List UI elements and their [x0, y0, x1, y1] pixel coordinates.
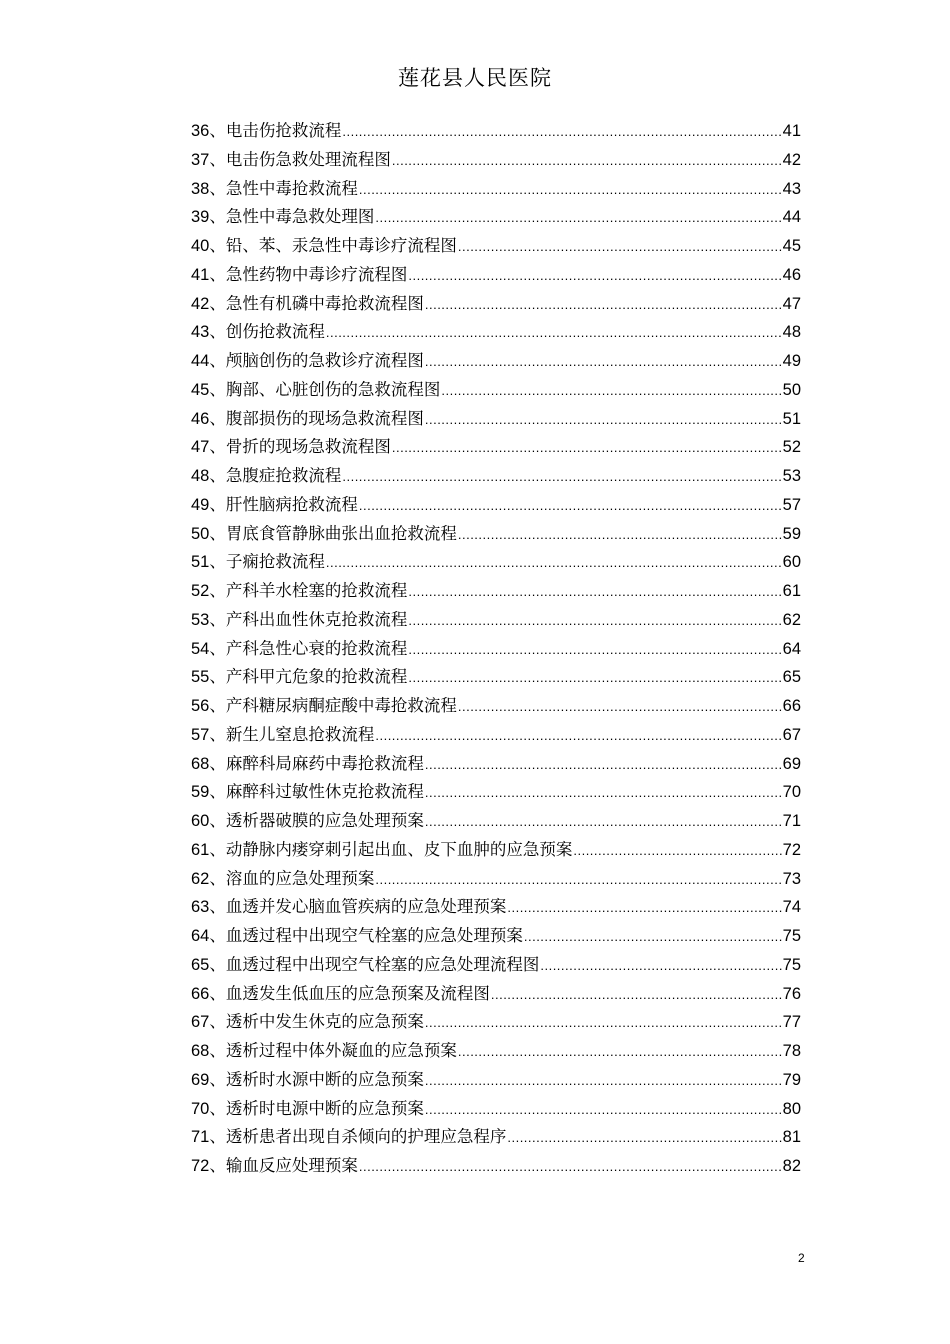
toc-entry-title: 急性有机磷中毒抢救流程图 [225, 293, 424, 313]
toc-entry[interactable] [191, 462, 801, 491]
toc-entry-title: 血透并发心脑血管疾病的应急处理预案 [225, 897, 507, 917]
toc-entry[interactable] [191, 261, 801, 290]
toc-entry-page: 79 [782, 1070, 801, 1089]
toc-entry[interactable] [191, 721, 801, 750]
toc-entry-page: 72 [782, 840, 801, 859]
toc-entry[interactable] [191, 405, 801, 434]
toc-dot-leader [408, 636, 781, 665]
toc-dot-leader [573, 837, 781, 866]
toc-entry-number: 55、 [191, 668, 226, 687]
toc-entry-number: 59、 [191, 783, 226, 802]
toc-entry-title: 透析器破膜的应急处理预案 [225, 811, 424, 830]
toc-entry-number: 72、 [191, 1157, 226, 1175]
toc-entry[interactable] [191, 318, 801, 347]
toc-entry-page: 70 [782, 783, 801, 802]
toc-dot-leader [392, 147, 782, 176]
toc-entry-number: 63、 [191, 898, 226, 917]
toc-entry-number: 48、 [191, 467, 226, 485]
toc-dot-leader [425, 779, 782, 808]
toc-dot-leader [458, 1038, 782, 1067]
toc-entry-page: 52 [782, 438, 801, 457]
toc-entry-title: 颅脑创伤的急救诊疗流程图 [225, 351, 424, 370]
toc-dot-leader [392, 434, 782, 463]
toc-dot-leader [326, 549, 782, 578]
toc-entry-title: 动静脉内瘘穿刺引起出血、皮下血肿的应急预案 [225, 839, 573, 859]
toc-entry[interactable] [191, 232, 801, 261]
toc-entry-number: 44、 [191, 352, 226, 370]
toc-entry-number: 52、 [191, 582, 226, 600]
toc-entry[interactable] [191, 1123, 801, 1152]
toc-entry-title: 胃底食管静脉曲张出血抢救流程 [225, 523, 457, 543]
toc-dot-leader [425, 1067, 782, 1096]
toc-entry-title: 胸部、心脏创伤的急救流程图 [225, 379, 441, 399]
toc-entry-title: 电击伤抢救流程 [225, 121, 342, 140]
page-number: 2 [798, 1251, 805, 1265]
toc-entry[interactable] [191, 1037, 801, 1066]
toc-entry-number: 47、 [191, 438, 226, 457]
toc-dot-leader [491, 981, 782, 1010]
toc-entry-title: 麻醉科过敏性休克抢救流程 [225, 782, 424, 802]
toc-dot-leader [425, 406, 782, 435]
toc-dot-leader [375, 722, 781, 751]
toc-dot-leader [507, 1124, 781, 1153]
toc-entry-page: 46 [782, 265, 801, 284]
toc-entry-number: 41、 [191, 265, 226, 284]
toc-entry-title: 急腹症抢救流程 [225, 466, 342, 485]
toc-entry-number: 71、 [191, 1128, 226, 1147]
toc-entry-number: 56、 [191, 697, 226, 715]
toc-dot-leader [408, 262, 781, 291]
toc-entry[interactable] [191, 203, 801, 232]
toc-entry-title: 血透过程中出现空气栓塞的应急处理预案 [225, 926, 523, 945]
toc-entry-page: 60 [782, 553, 801, 572]
toc-entry-page: 44 [782, 208, 801, 227]
toc-entry-number: 45、 [191, 380, 226, 399]
toc-entry-title: 子痫抢救流程 [225, 552, 325, 572]
toc-entry-page: 71 [782, 812, 801, 830]
toc-entry-title: 血透过程中出现空气栓塞的应急处理流程图 [225, 954, 540, 974]
toc-entry-title: 麻醉科局麻药中毒抢救流程 [225, 753, 424, 773]
toc-entry[interactable] [191, 807, 801, 836]
toc-entry[interactable] [191, 893, 801, 922]
toc-dot-leader [425, 808, 782, 837]
toc-entry-page: 65 [782, 668, 801, 687]
toc-entry-title: 产科甲亢危象的抢救流程 [225, 667, 408, 687]
toc-dot-leader [359, 176, 782, 205]
toc-entry[interactable] [191, 1066, 801, 1095]
toc-entry-page: 73 [782, 869, 801, 888]
toc-entry[interactable] [191, 1008, 801, 1037]
toc-entry-title: 产科羊水栓塞的抢救流程 [225, 581, 408, 600]
toc-entry-page: 76 [782, 984, 801, 1003]
toc-entry[interactable] [191, 836, 801, 865]
toc-entry-page: 82 [782, 1157, 801, 1175]
toc-entry[interactable] [191, 548, 801, 577]
toc-entry-title: 急性药物中毒诊疗流程图 [225, 264, 408, 284]
toc-entry-page: 51 [782, 409, 801, 428]
toc-dot-leader [524, 923, 782, 952]
toc-entry-number: 69、 [191, 1070, 226, 1089]
toc-entry[interactable] [191, 117, 801, 146]
toc-entry-page: 49 [782, 352, 801, 370]
toc-entry-page: 62 [782, 610, 801, 629]
toc-entry-page: 80 [782, 1099, 801, 1118]
toc-entry-page: 66 [782, 697, 801, 715]
toc-dot-leader [425, 348, 782, 377]
toc-entry-page: 69 [782, 754, 801, 773]
toc-dot-leader [458, 521, 782, 550]
toc-dot-leader [359, 492, 782, 521]
toc-entry-number: 51、 [191, 553, 226, 572]
toc-entry-page: 57 [782, 495, 801, 514]
toc-entry-page: 48 [782, 323, 801, 342]
toc-entry[interactable] [191, 577, 801, 606]
toc-entry-number: 60、 [191, 812, 226, 830]
toc-entry-number: 43、 [191, 323, 226, 342]
toc-entry-number: 64、 [191, 927, 226, 945]
toc-entry[interactable] [191, 520, 801, 549]
toc-entry-title: 输血反应处理预案 [225, 1156, 358, 1175]
toc-dot-leader [425, 751, 782, 780]
toc-dot-leader [408, 578, 781, 607]
toc-entry-title: 电击伤急救处理流程图 [225, 149, 391, 169]
toc-entry[interactable] [191, 433, 801, 462]
toc-entry[interactable] [191, 635, 801, 664]
toc-entry-page: 42 [782, 150, 801, 169]
toc-entry-title: 溶血的应急处理预案 [225, 868, 375, 888]
toc-entry-title: 产科出血性休克抢救流程 [225, 609, 408, 629]
toc-entry-number: 57、 [191, 725, 226, 744]
toc-dot-leader [408, 664, 781, 693]
toc-entry[interactable] [191, 692, 801, 721]
toc-entry-page: 50 [782, 380, 801, 399]
toc-dot-leader [425, 1096, 782, 1125]
toc-entry-page: 41 [782, 122, 801, 140]
toc-entry-title: 透析患者出现自杀倾向的护理应急程序 [225, 1127, 507, 1147]
toc-entry-page: 75 [782, 955, 801, 974]
toc-entry[interactable] [191, 980, 801, 1009]
toc-dot-leader [441, 377, 781, 406]
toc-entry-title: 腹部损伤的现场急救流程图 [225, 408, 424, 428]
toc-entry-title: 透析时电源中断的应急预案 [225, 1098, 424, 1118]
toc-entry[interactable] [191, 1095, 801, 1124]
toc-entry-page: 45 [782, 237, 801, 255]
toc-dot-leader [342, 118, 781, 147]
toc-entry-page: 74 [782, 898, 801, 917]
toc-dot-leader [458, 233, 782, 262]
toc-entry-number: 46、 [191, 409, 226, 428]
toc-entry[interactable] [191, 290, 801, 319]
toc-entry-page: 64 [782, 639, 801, 658]
toc-entry-title: 透析时水源中断的应急预案 [225, 1069, 424, 1089]
toc-entry-number: 42、 [191, 294, 226, 313]
toc-entry-title: 铅、苯、汞急性中毒诊疗流程图 [225, 236, 457, 255]
toc-entry-number: 61、 [191, 840, 226, 859]
toc-entry-number: 68、 [191, 1042, 226, 1060]
toc-entry-title: 产科急性心衰的抢救流程 [225, 638, 408, 658]
toc-entry[interactable] [191, 750, 801, 779]
page-header-title: 莲花县人民医院 [398, 66, 552, 90]
toc-entry-title: 新生儿窒息抢救流程 [225, 724, 375, 744]
toc-dot-leader [375, 866, 781, 895]
toc-entry-number: 70、 [191, 1099, 226, 1118]
toc-entry-number: 37、 [191, 150, 226, 169]
toc-entry-page: 75 [782, 927, 801, 945]
toc-dot-leader [458, 693, 782, 722]
toc-entry-page: 78 [782, 1042, 801, 1060]
toc-entry[interactable] [191, 175, 801, 204]
toc-entry-number: 65、 [191, 955, 226, 974]
toc-entry-title: 急性中毒抢救流程 [225, 178, 358, 198]
toc-entry[interactable] [191, 951, 801, 980]
toc-entry-title: 急性中毒急救处理图 [225, 207, 375, 227]
toc-dot-leader [326, 319, 782, 348]
toc-dot-leader [359, 1153, 782, 1182]
toc-dot-leader [342, 463, 781, 492]
toc-entry-number: 38、 [191, 179, 226, 198]
toc-entry[interactable] [191, 146, 801, 175]
toc-entry[interactable] [191, 778, 801, 807]
toc-entry-title: 血透发生低血压的应急预案及流程图 [225, 983, 490, 1003]
toc-entry-number: 66、 [191, 984, 226, 1003]
toc-entry-page: 47 [782, 294, 801, 313]
toc-entry-page: 67 [782, 725, 801, 744]
toc-dot-leader [540, 952, 781, 981]
toc-entry[interactable] [191, 347, 801, 376]
toc-entry-page: 43 [782, 179, 801, 198]
toc-entry-number: 53、 [191, 610, 226, 629]
toc-entry[interactable] [191, 865, 801, 894]
toc-entry-number: 62、 [191, 869, 226, 888]
toc-entry-number: 54、 [191, 639, 226, 658]
toc-entry[interactable] [191, 376, 801, 405]
toc-entry-title: 透析中发生休克的应急预案 [225, 1012, 424, 1032]
toc-entry[interactable] [191, 491, 801, 520]
toc-entry-page: 59 [782, 524, 801, 543]
toc-entry-title: 透析过程中体外凝血的应急预案 [225, 1041, 457, 1060]
toc-entry-number: 50、 [191, 524, 226, 543]
toc-entry[interactable] [191, 922, 801, 951]
toc-entry[interactable] [191, 606, 801, 635]
toc-entry-title: 产科糖尿病酮症酸中毒抢救流程 [225, 696, 457, 715]
toc-entry-page: 77 [782, 1013, 801, 1032]
toc-dot-leader [507, 894, 781, 923]
toc-entry-number: 68、 [191, 754, 226, 773]
toc-dot-leader [425, 1009, 782, 1038]
toc-entry[interactable] [191, 1152, 801, 1181]
toc-entry-number: 39、 [191, 208, 226, 227]
toc-entry-number: 49、 [191, 495, 226, 514]
toc-entry-title: 骨折的现场急救流程图 [225, 437, 391, 457]
toc-entry-title: 创伤抢救流程 [225, 322, 325, 342]
toc-entry-number: 40、 [191, 237, 226, 255]
toc-dot-leader [425, 291, 782, 320]
toc-entry-page: 61 [782, 582, 801, 600]
toc-dot-leader [408, 607, 781, 636]
toc-entry-number: 67、 [191, 1013, 226, 1032]
table-of-contents [191, 117, 801, 1181]
toc-entry[interactable] [191, 663, 801, 692]
toc-entry-page: 81 [782, 1128, 801, 1147]
toc-entry-page: 53 [782, 467, 801, 485]
toc-entry-title: 肝性脑病抢救流程 [225, 494, 358, 514]
toc-dot-leader [375, 204, 781, 233]
toc-entry-number: 36、 [191, 122, 226, 140]
